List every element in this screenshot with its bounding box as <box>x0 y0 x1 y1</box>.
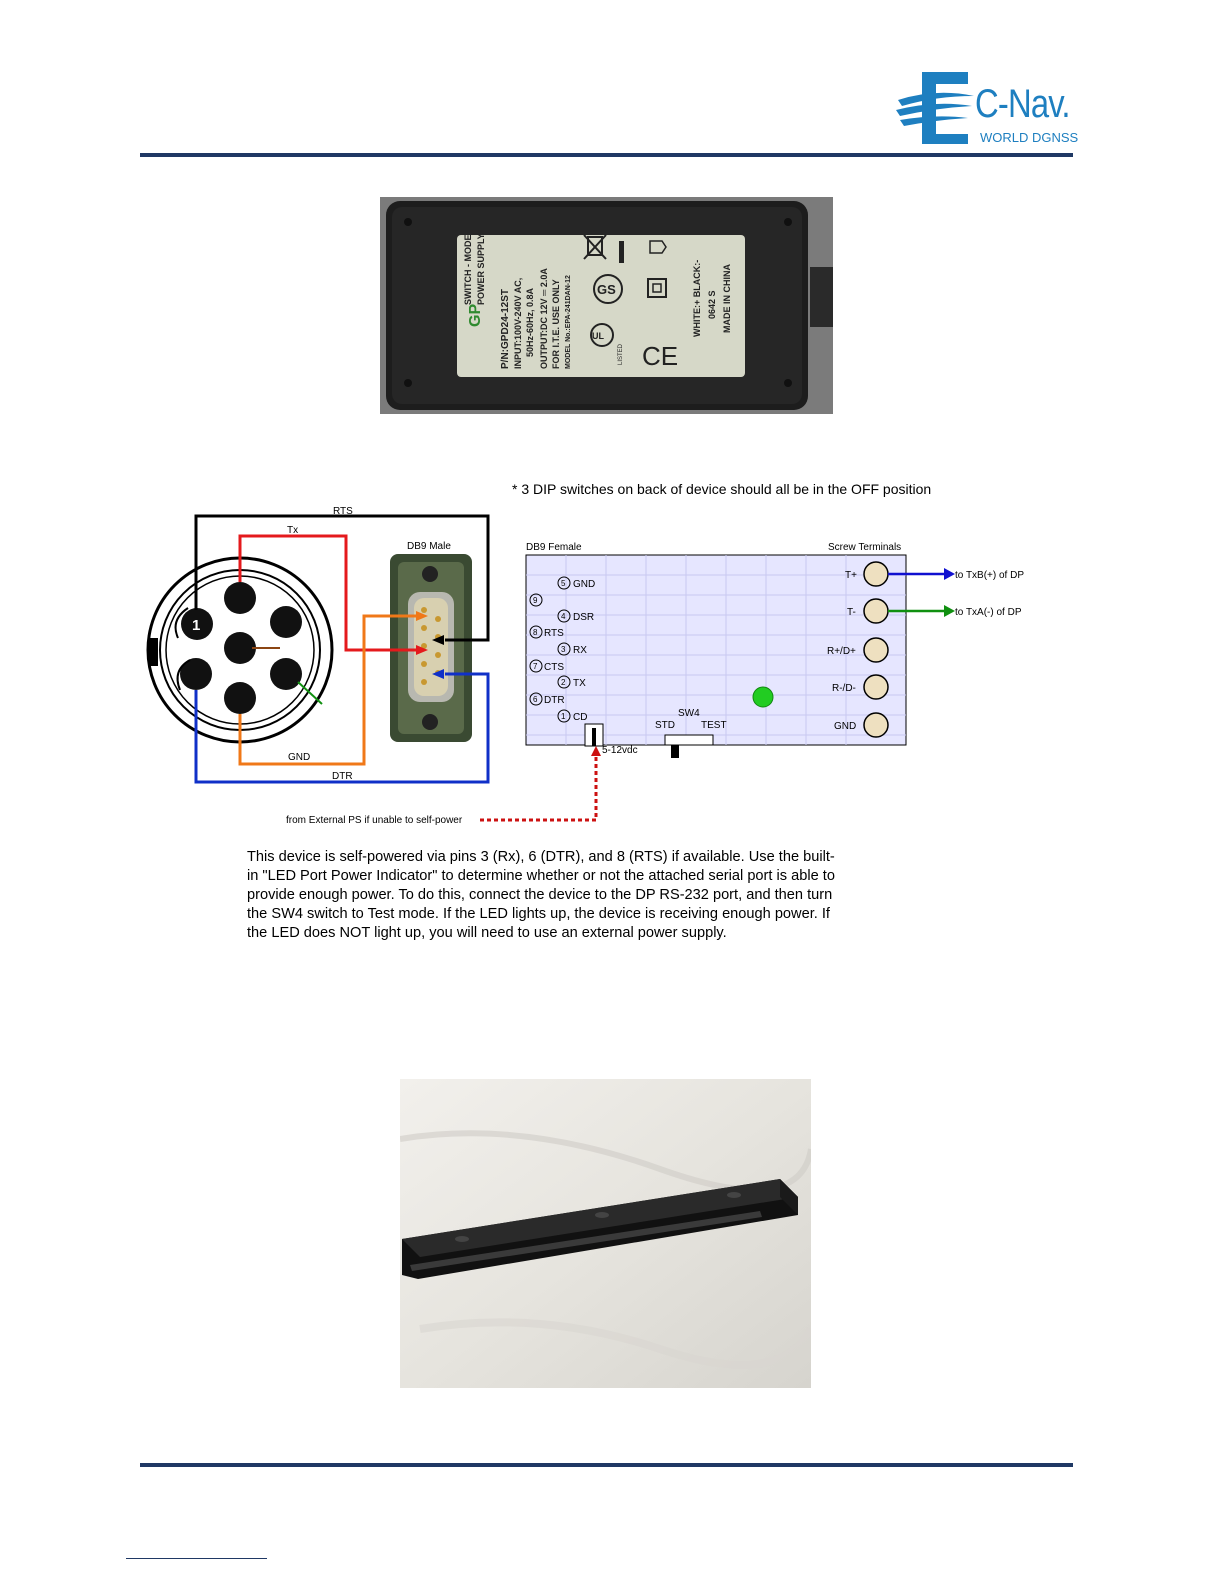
pin-name: RTS <box>544 628 564 639</box>
screw-terminal-icon <box>864 599 888 623</box>
double-insulation-bar-icon <box>619 241 624 263</box>
external-power-arrow-icon <box>591 746 601 756</box>
db9-male-connector <box>390 554 472 742</box>
dtr-wire-label: DTR <box>332 771 353 782</box>
screw-icon <box>784 379 792 387</box>
terminal-label: T+ <box>845 570 857 581</box>
pin-name: RX <box>573 645 587 656</box>
screw-icon <box>404 218 412 226</box>
wiring-diagram <box>140 500 1040 830</box>
screw-icon <box>784 218 792 226</box>
connector-pin <box>270 606 302 638</box>
gnd-wire-label: GND <box>288 752 311 763</box>
switch-name: SW4 <box>678 708 700 719</box>
input-rating: INPUT:100V-240V AC, <box>513 277 523 369</box>
footnote-rule <box>126 1558 267 1559</box>
db9-male-label: DB9 Male <box>407 541 451 552</box>
txa-destination: to TxA(-) of DP <box>955 607 1022 618</box>
txb-destination: to TxB(+) of DP <box>955 570 1025 581</box>
screw-terminal-icon <box>864 562 888 586</box>
screw-terminal-icon <box>864 638 888 662</box>
mounting-hole-icon <box>595 1212 609 1218</box>
footer-rule <box>140 1463 1073 1467</box>
screw-terminal-icon <box>864 675 888 699</box>
brand-logo: GP <box>467 303 484 327</box>
switch-test-label: TEST <box>701 720 727 731</box>
description-line: in "LED Port Power Indicator" to determine whether or not the attached serial port is able to <box>247 868 835 884</box>
screw-terminals-label: Screw Terminals <box>828 542 902 553</box>
db9-female-label: DB9 Female <box>526 542 582 553</box>
screw-icon <box>404 379 412 387</box>
pin-number: 5 <box>561 579 566 588</box>
pin-number: 6 <box>533 695 538 704</box>
connector-pin <box>224 582 256 614</box>
logo-tagline: WORLD DGNSS <box>980 130 1079 145</box>
pin-one-label: 1 <box>192 617 201 634</box>
sw4-switch-lever[interactable] <box>671 745 679 758</box>
pin-number: 2 <box>561 678 566 687</box>
terminal-label: T- <box>847 607 856 618</box>
pin-number: 3 <box>561 645 566 654</box>
header-rule <box>140 153 1073 157</box>
pin-name: TX <box>573 678 586 689</box>
part-number: P/N:GPD24-12ST <box>500 288 511 369</box>
pin-number: 9 <box>533 596 538 605</box>
globe-logo-icon <box>896 70 976 146</box>
ul-listed: LISTED <box>618 343 624 365</box>
supply-title-2: POWER SUPPLY <box>476 233 486 305</box>
pin-name: DSR <box>573 612 595 623</box>
description-line: the SW4 switch to Test mode. If the LED lights up, the device is receiving enough power. If <box>247 906 830 922</box>
logo-wordmark: C-Nav. <box>975 82 1070 126</box>
terminal-label: R+/D+ <box>827 646 856 657</box>
pin-number: 8 <box>533 628 538 637</box>
mounting-hole-icon <box>727 1192 741 1198</box>
mounting-bar-photo <box>400 1079 811 1388</box>
polarity-note: WHITE:+ BLACK:- <box>692 259 702 337</box>
pin-name: GND <box>573 579 596 590</box>
input-frequency: 50Hz-60Hz, 0.8A <box>525 287 535 357</box>
rts-wire-label: RTS <box>333 506 353 517</box>
ul-mark: UL <box>592 331 604 341</box>
pin-number: 7 <box>533 662 538 671</box>
sw4-switch[interactable] <box>665 735 713 745</box>
pin-name: CTS <box>544 662 564 673</box>
tx-wire-label: Tx <box>287 525 299 536</box>
power-input-label: 5-12vdc <box>602 745 638 756</box>
screw-terminal-icon <box>864 713 888 737</box>
txa-arrow-icon <box>944 605 955 617</box>
pin-name: DTR <box>544 695 565 706</box>
mounting-hole-icon <box>455 1236 469 1242</box>
pin-name: CD <box>573 712 588 723</box>
pin-number: 4 <box>561 612 566 621</box>
pin-number: 1 <box>561 712 566 721</box>
power-supply-photo <box>380 197 833 414</box>
ce-mark: CE <box>642 341 679 371</box>
ite-note: FOR I.T.E. USE ONLY <box>551 279 561 369</box>
description-line: This device is self-powered via pins 3 (Rx), 6 (DTR), and 8 (RTS) if available. Use the built- <box>247 849 835 865</box>
gs-mark: GS <box>597 282 616 297</box>
power-led-icon <box>753 687 773 707</box>
terminal-label: R-/D- <box>832 683 856 694</box>
output-rating: OUTPUT:DC 12V ═ 2.0A <box>539 268 549 369</box>
txb-arrow-icon <box>944 568 955 580</box>
terminal-label: GND <box>834 721 857 732</box>
connector-pin <box>224 632 256 664</box>
lot-code: 0642 S <box>707 290 717 319</box>
switch-std-label: STD <box>655 720 675 731</box>
dip-switch-note: * 3 DIP switches on back of device should all be in the OFF position <box>512 481 932 497</box>
external-ps-label: from External PS if unable to self-power <box>286 815 463 826</box>
external-power-line <box>478 750 596 820</box>
connector-pin <box>270 658 302 690</box>
origin-note: MADE IN CHINA <box>722 264 732 333</box>
self-power-description <box>247 848 907 943</box>
description-line: the LED does NOT light up, you will need to use an external power supply. <box>247 925 727 941</box>
description-line: provide enough power. To do this, connect the device to the DP RS-232 port, and then turn <box>247 887 833 903</box>
supply-title-1: SWITCH - MODE <box>463 234 473 305</box>
model-number: MODEL No.:EPA-241DAN-12 <box>565 275 572 369</box>
connector-pin <box>224 682 256 714</box>
